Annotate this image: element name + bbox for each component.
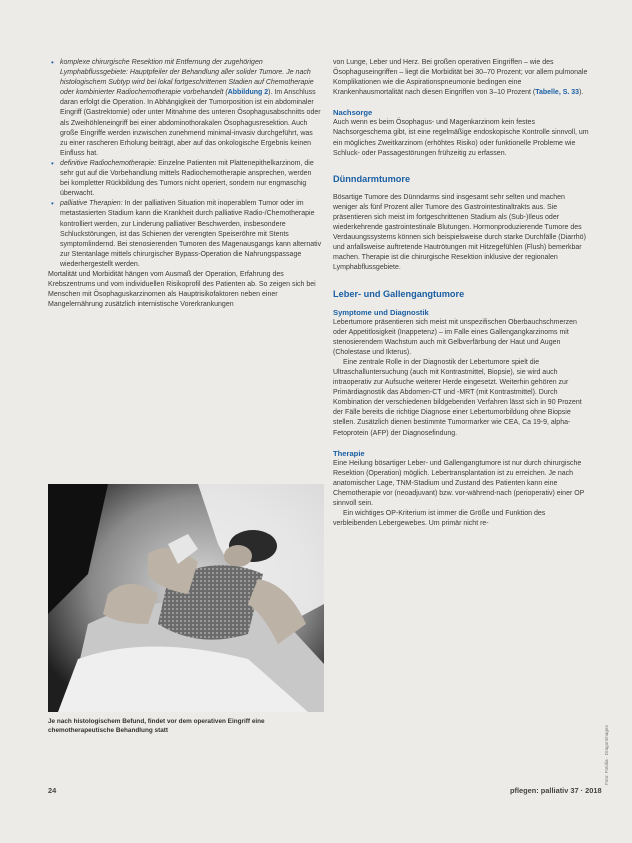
body-paragraph: Bösartige Tumore des Dünndarms sind insgesamt sehr selten und machen weniger als fünf Prozent aller Tumore des Gastrointestinaltrakts aus. Sie präsentieren sich meist im fortgeschrittenen Stadium als (Sub-)Ileus oder wiederkehrende gastrointestinale Blutungen. Hormonproduzierende Tumore des Verdauungssystems können sich beispielsweise durch starke Durchfälle (Diarrhö) und anfallsweise auftretende Hautrötungen mit Hitzegefühlen (Flush) bemerkbar machen. Therapie ist die chirurgische Resektion inklusive der regionalen Lymphabflussgebiete. xyxy=(333,193,586,272)
photo-credit: Foto: Fotolia · DragonImages xyxy=(604,725,609,785)
subheading-therapie: Therapie xyxy=(333,448,365,458)
patient-photo xyxy=(48,484,324,712)
list-item-text-after: ). Im Anschluss daran erfolgt die Operation. In Abhängigkeit der Tumorposition ist ein abdominaler Eingriff (Gastrektomie) oder unter Mitnahme des unteren Ösophagusabschnitts oder als Zweihöhleneingriff bei einer abdominothorakalen Ösophagusresektion. Auch große Eingriffe werden inzwischen zunehmend minimal-invasiv durchgeführt, was zu einer rascheren Erholung beiträgt, aber auf das onkologische Ergebnis keinen Einfluss hat. xyxy=(60,89,321,157)
list-item-text: zugehörigen Lymphabflussgebiete: Hauptpfeiler der Behandlung aller solider Tumore. Je nach histologischem Subtyp wird bei lokal fortgeschrittenen Stadien auf Chemotherapie oder kombinierter Radiochemotherapie vorbehandelt ( xyxy=(60,59,314,97)
section-heading-duenndarm: Dünndarmtumore xyxy=(333,173,411,184)
body-paragraph: Ein wichtiges OP-Kriterium ist immer die Größe und Funktion des verbleibenden Lebergewebes. Um primär nicht re- xyxy=(333,510,546,528)
table-reference: Tabelle, S. 33 xyxy=(535,89,580,97)
body-paragraph: Lebertumore präsentieren sich meist mit unspezifischen Oberbauchschmerzen oder Appetitlosigkeit (Inappetenz) – im Falle eines Gallengangkarzinoms mit stenosierendem Wachstum auch mit Gelbverfärbung der Haut und Augen (Cholestase und Ikterus). xyxy=(333,318,577,356)
treatment-list xyxy=(48,58,322,270)
list-item-text: Einzelne Patienten mit Plattenepithelkarzinom, die sehr gut auf die Vorbehandlung mittels Radiochemotherapie ansprechen, werden bei kompletter Rückbildung des Tumors nicht operiert, sondern nur engmaschig überwacht. xyxy=(60,159,314,198)
list-item-lead: komplexe chirurgische Resektion mit Entfernung der xyxy=(60,59,223,66)
body-paragraph: Auch wenn es beim Ösophagus- und Magenkarzinom kein festes Nachsorgeschema gibt, ist eine regelmäßige endoskopische Kontrolle sinnvoll, um ein mögliches Zweitkarzinom (erhöhtes Risiko) oder funktionelle Probleme wie Schluck- oder Passagestörungen frühzeitig zu erfassen. xyxy=(333,119,589,157)
section-heading-leber: Leber- und Gallengangtumore xyxy=(333,288,465,299)
list-item-lead: palliative Therapien: xyxy=(60,200,123,208)
list-item-text: In der palliativen Situation mit inoperablem Tumor oder im metastasierten Stadium kann die Krankheit durch palliative Radio-/Chemotherapie kontrolliert werden, zur Linderung palliativer Beschwerden, insbesondere Schluckstörungen, ist das Schienen der verengten Speiseröhre mit Stents symptomlindernd. Bei stenosierenden Tumoren des Magenausgangs kann alternativ zur Stentanlage mittels chirurgischer Bypass-Operation die Nahrungspassage wiederhergestellt werden. xyxy=(60,200,322,268)
list-item xyxy=(60,159,322,199)
subheading-nachsorge: Nachsorge xyxy=(333,108,373,118)
body-paragraph xyxy=(333,58,591,98)
figure-reference: Abbildung 2 xyxy=(227,89,269,97)
page-number: 24 xyxy=(48,786,57,795)
right-column xyxy=(333,58,591,529)
intro-end: ). xyxy=(579,89,584,97)
list-item-lead: definitive Radiochemotherapie: xyxy=(60,159,157,167)
hospital-bed-illustration xyxy=(48,484,324,712)
subheading-symptome: Symptome und Diagnostik xyxy=(333,307,429,317)
intro-text: von Lunge, Leber und Herz. Bei großen operativen Eingriffen – wie des Ösophaguseingriffen – liegt die Morbidität bei 30–70 Prozent; vor allem pulmonale Komplikationen wie die Aspirationspneumonie bedingen eine Krankenhausmortalität nach diesen Eingriffen von 3–10 Prozent ( xyxy=(333,59,588,97)
photo-caption: Je nach histologischem Befund, findet vor dem operativen Eingriff eine chemotherapeutische Behandlung statt xyxy=(48,718,265,734)
body-paragraph: Mortalität und Morbidität hängen vom Ausmaß der Operation, Erfahrung des Krebszentrums und vom individuellen Risikoprofil des Patienten ab. So zeigen sich bei Menschen mit Ösophaguskarzinomen als Hauptrisikofaktoren neben einer Mangelernährung zusätzlich internistische Vorerkrankungen xyxy=(48,270,316,309)
body-paragraph: Eine Heilung bösartiger Leber- und Gallengangtumore ist nur durch chirurgische Resektion (Operation) möglich. Lebertransplantation ist zu erreichen. Je nach anatomischer Lage, TNM-Stadium und Zustand des Patienten kann eine Chemotherapie vor (neoadjuvant) bzw. vor-während-nach (perioperativ) einer OP sinnvoll sein. xyxy=(333,459,585,507)
list-item xyxy=(60,58,322,159)
left-column xyxy=(48,58,322,310)
publication-footer: pflegen: palliativ 37 · 2018 xyxy=(510,786,602,795)
body-paragraph: Eine zentrale Rolle in der Diagnostik der Lebertumore spielt die Ultraschalluntersuchung (auch mit Kontrastmittel, Biopsie), sie wird auch intraoperativ zur Aufsuche weiterer Herde eingesetzt. Weiterhin gehören zur Primärdiagnostik das Abdomen-CT und -MRT (mit Kontrastmittel). Durch Kombination der verschiedenen bildgebenden Verfahren lässt sich in 90 Prozent der Fälle bereits die richtige Diagnose einer Lebertumorbildung ohne Biopsie stellen. Zusätzlich dienen bestimmte Tumormarker wie CEA, Ca 19-9, alpha-Fetoprotein (AFP) der Diagnosefindung. xyxy=(333,358,582,437)
list-item xyxy=(60,199,322,270)
